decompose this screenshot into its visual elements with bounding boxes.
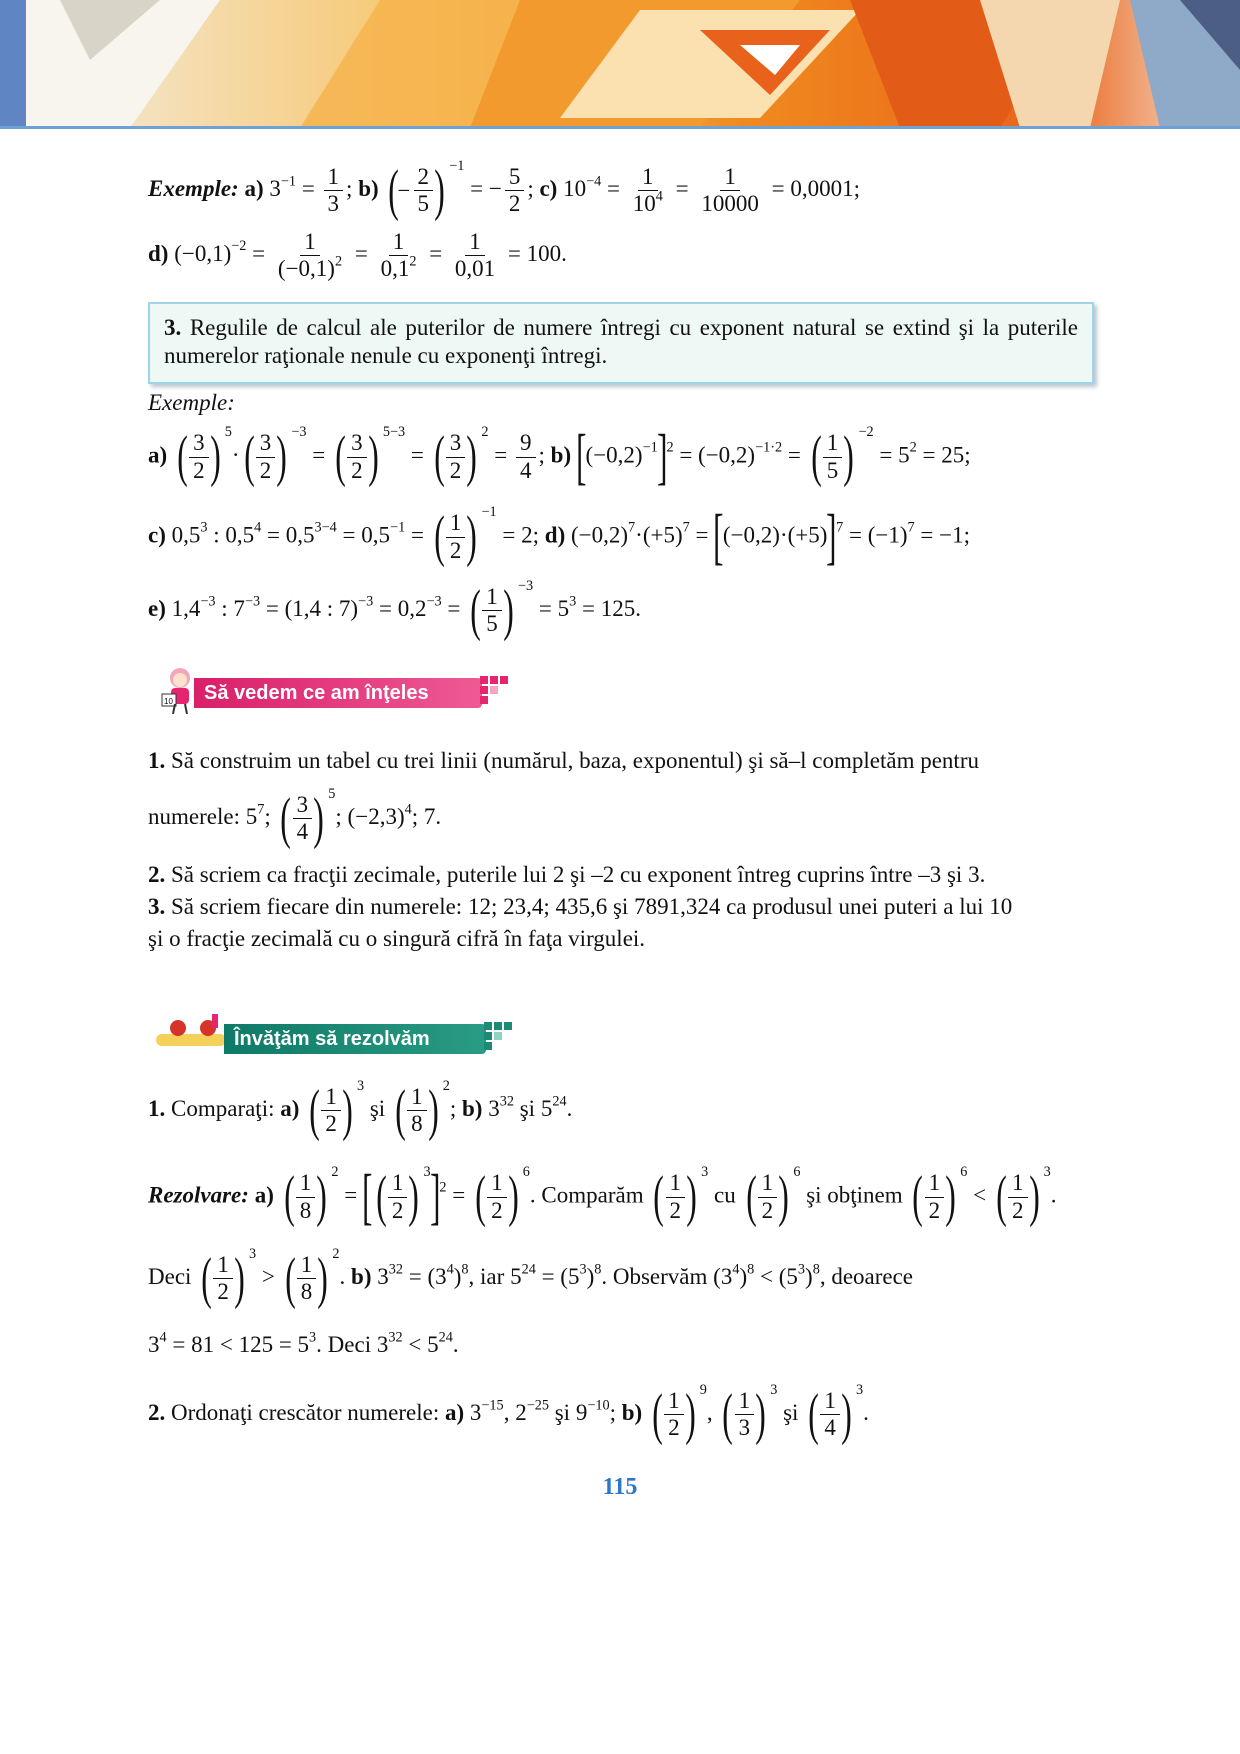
header-banner-image bbox=[0, 0, 1240, 128]
solution-line-3: $3^4 = 81 < 125 = 5^3$. Deci $3^{32} < 5^{24}$. bbox=[148, 1329, 459, 1357]
section-title-solve: Învăţăm să rezolvăm bbox=[224, 1024, 486, 1054]
solution-line-2: Deci ( $\frac{1}{2}$ ) 3 > ( $\frac{1}{8}$ ) 2 . b) $3^{32} = (3^4)^8$, iar $5^{24} = (5^3)^8$. Observăm $(3^4)^8 < (5^3)^8$, deoarece bbox=[148, 1246, 914, 1310]
rule-text: 3. Regulile de calcul ale puterilor de numere întregi cu exponent natural se extind şi la puterile numerelor raţionale nenule cu exponenţi întregi. bbox=[164, 315, 1079, 368]
example-b-result: 25 bbox=[941, 442, 965, 468]
section-title-understand: Să vedem ce am înţeles bbox=[194, 678, 482, 708]
understand-item-3: 3. Să scriem fiecare din numerele: 12; 23,4; 435,6 şi 7891,324 ca produsul unei puteri a lui 10 bbox=[148, 894, 1013, 919]
solution-line-1: Rezolvare: a) ( $\frac{1}{8}$ ) 2 = [ ( $\frac{1}{2}$ ) 3 ]$^2$ = ( $\frac{1}{2}$ ) 6 . Comparăm ( $\frac{1}{2}$ ) 3 cu ( $\frac{1}{2}$ ) 6 şi obţinem ( $\frac{1}{2}$ ) 6 < ( $\frac{1}{2}$ ) 3 . bbox=[148, 1163, 1057, 1231]
examples2-line-a: a) ( $\frac{3}{2}$ ) 5 · ( $\frac{3}{2}$ ) −3 = ( $\frac{3}{2}$ ) 5−3 = ( $\frac{3}{2}$ ) 2 = $\frac{9}{4}$ ; b) $[(-0,2)^{-1}]^2 = (-0,2)^{-1\cdot 2}$ = ( $\frac{1}{5}$ ) −2 = $5^2 = 25$; bbox=[148, 423, 971, 491]
section-header-solve bbox=[152, 1016, 572, 1056]
understand-item-2: 2. Să scriem ca fracţii zecimale, puterile lui 2 şi –2 cu exponent întreg cuprins între –3 şi 3. bbox=[148, 862, 986, 887]
banner-divider bbox=[0, 126, 1240, 129]
example-c-result: 0,0001 bbox=[790, 176, 854, 202]
examples-line-1: Exemple: a) $3^{-1}$ = $\frac{1}{3}$ ; b) ( − $\frac{2}{5}$ ) −1 = − $\frac{5}{2}$ ; c) $10^{-4}$ = $\frac{1}{10^4}$ = $\frac{1}{10000}$ = 0,0001; bbox=[148, 158, 860, 222]
page-number: 115 bbox=[602, 1474, 638, 1500]
understand-item-3-cont: şi o fracţie zecimală cu o singură cifră în faţa virgulei. bbox=[148, 926, 646, 951]
badge-10-text: 10 bbox=[164, 697, 173, 706]
rule-box bbox=[148, 302, 1094, 384]
section-grid-decoration-2 bbox=[484, 1022, 512, 1050]
examples-label-2: Exemple: bbox=[148, 390, 235, 415]
examples2-line-e: e) $1,4^{-3}$ : $7^{-3} = (1,4$ : $7)^{-3} = 0,2^{-3}$ = ( $\frac{1}{5}$ ) −3 = $5^3 = 125$. bbox=[148, 578, 641, 642]
examples-label: Exemple bbox=[148, 176, 232, 202]
understand-item-1-numbers: numerele: $5^7$; ( $\frac{3}{4}$ ) 5 ; $(-2,3)^4$; 7. bbox=[148, 786, 442, 850]
problem-2: 2. Ordonaţi crescător numerele: a) $3^{-15}$, $2^{-25}$ şi $9^{-10}$; b) ( $\frac{1}{2}$ ) 9 , ( $\frac{1}{3}$ ) 3 şi ( $\frac{1}{4}$ ) 3 . bbox=[148, 1382, 869, 1446]
section-grid-decoration bbox=[480, 676, 508, 704]
problem-1: 1. Comparaţi: a) ( $\frac{1}{2}$ ) 3 şi ( $\frac{1}{8}$ ) 2 ; b) $3^{32}$ şi $5^{24}$. bbox=[148, 1078, 573, 1142]
understand-item-1: 1. Să construim un tabel cu trei linii (numărul, baza, exponentul) şi să–l completăm pentru bbox=[148, 748, 979, 773]
pencil-mascot-icon bbox=[152, 1014, 232, 1058]
examples-line-2: d) $(-0,1)^{-2}$ = $\frac{1}{(-0,1)^2}$ = $\frac{1}{0,1^2}$ = $\frac{1}{0,01}$ = 100. bbox=[148, 229, 567, 282]
example-e-result: 125 bbox=[600, 596, 636, 622]
example-d-result: 100 bbox=[526, 240, 562, 266]
section-header-understand bbox=[160, 670, 580, 710]
examples2-line-c: c) $0,5^3$ : $0,5^4 = 0,5^{3-4} = 0,5^{-1}$ = ( $\frac{1}{2}$ ) −1 = 2; d) $(-0,2)^7\cdot(+5)^7 = [(-0,2)\cdot(+5)]^7 = (-1)^7 = -1$; bbox=[148, 503, 970, 571]
